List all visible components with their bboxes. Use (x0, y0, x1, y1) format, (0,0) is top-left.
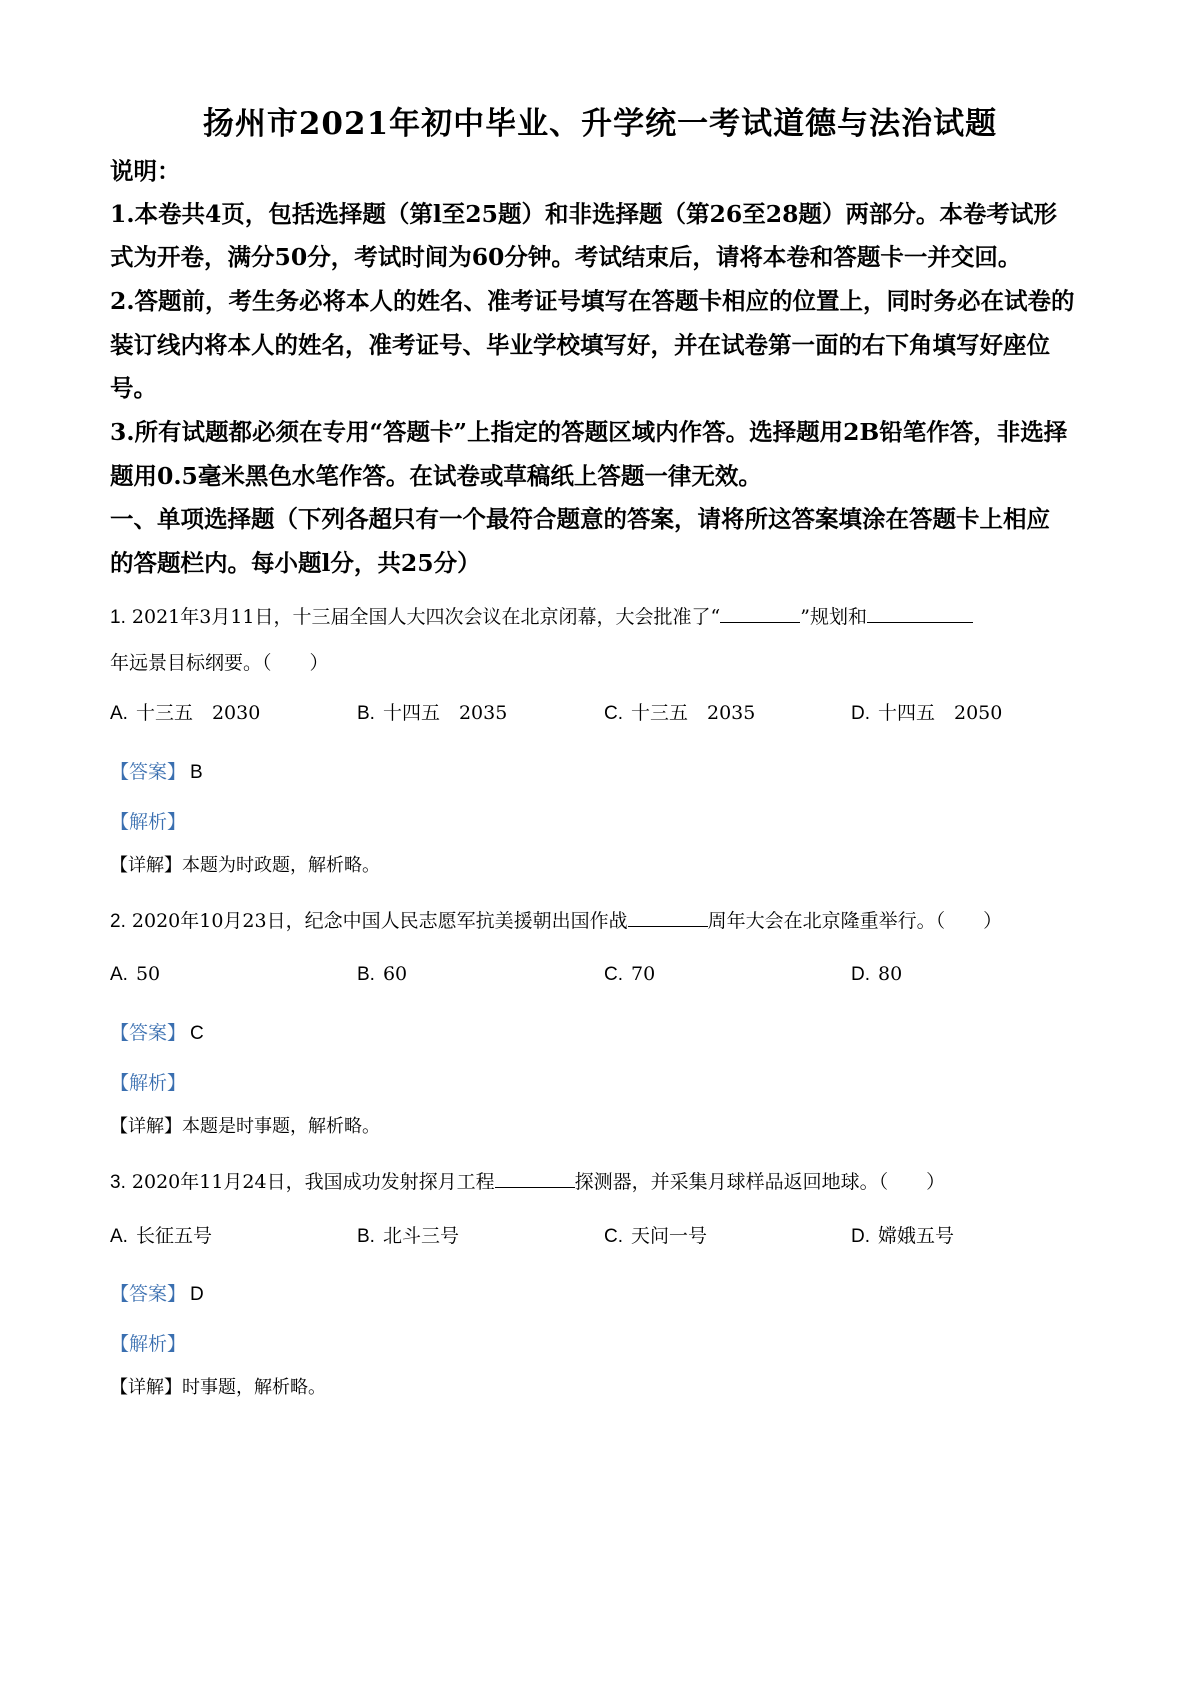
question-number: 3. (110, 1172, 126, 1193)
option-text: 十四五 2050 (878, 702, 1003, 724)
question-number: 2. (110, 911, 126, 932)
option-text: 十三五 2030 (135, 702, 261, 724)
detail-line: 【详解】本题为时政题，解析略。 (110, 855, 380, 876)
option-text: 北斗三号 (382, 1225, 459, 1247)
option-b (357, 1227, 459, 1246)
option-text: 长征五号 (135, 1225, 212, 1247)
option-a (110, 704, 260, 723)
question-text: ”规划和 (800, 606, 867, 628)
question-stem (110, 908, 1100, 931)
question-text: 周年大会在北京隆重举行。（ ） (707, 910, 1003, 932)
analysis-line (110, 813, 186, 832)
instruction-line: 1.本卷共4页，包括选择题（第l至25题）和非选择题（第26至28题）两部分。本卷考试形 (110, 200, 1057, 228)
instruction-line: 题用0.5毫米黑色水笔作答。在试卷或草稿纸上答题一律无效。 (110, 462, 762, 490)
analysis-tag: 【解析】 (110, 1333, 187, 1355)
option-text: 70 (631, 963, 656, 985)
answer-line (110, 763, 203, 782)
question-text: 探测器，并采集月球样品返回地球。（ ） (574, 1171, 946, 1193)
answer-value: C (190, 1023, 204, 1044)
option-text: 60 (382, 963, 408, 985)
option-letter: D. (851, 964, 870, 985)
question-text: 2020年10月23日，纪念中国人民志愿军抗美援朝出国作战 (131, 910, 628, 932)
option-letter: A. (110, 1226, 128, 1247)
answer-line (110, 1024, 204, 1043)
option-text: 十四五 2035 (382, 702, 508, 724)
option-letter: C. (604, 703, 623, 724)
question-stem (110, 1169, 1100, 1192)
option-text: 天问一号 (631, 1225, 708, 1247)
analysis-line (110, 1074, 186, 1093)
answer-tag: 【答案】 (110, 761, 187, 783)
detail-line: 【详解】时事题，解析略。 (110, 1377, 326, 1398)
option-a (110, 965, 160, 984)
answer-value: D (190, 1284, 204, 1305)
instruction-line: 2.答题前，考生务必将本人的姓名、准考证号填写在答题卡相应的位置上，同时务必在试卷的 (110, 287, 1075, 315)
section-heading: 的答题栏内。每小题l分，共25分） (110, 549, 481, 577)
answer-blank (495, 1169, 575, 1188)
option-letter: B. (357, 964, 375, 985)
question-text: 2021年3月11日，十三届全国人大四次会议在北京闭幕，大会批准了“ (131, 606, 721, 628)
option-letter: B. (357, 703, 375, 724)
option-text: 50 (135, 963, 161, 985)
detail-line: 【详解】本题是时事题，解析略。 (110, 1116, 380, 1137)
question-number: 1. (110, 607, 126, 628)
answer-blank (867, 604, 973, 623)
analysis-tag: 【解析】 (110, 1072, 187, 1094)
option-letter: B. (357, 1226, 375, 1247)
option-d (851, 704, 1002, 723)
option-letter: D. (851, 703, 870, 724)
instruction-line: 3.所有试题都必须在专用“答题卡”上指定的答题区域内作答。选择题用2B铅笔作答，非选择 (110, 418, 1068, 446)
answer-line (110, 1285, 204, 1304)
option-text: 十三五 2035 (631, 702, 756, 724)
option-c (604, 1227, 707, 1246)
question-stem-cont: 年远景目标纲要。（ ） (110, 652, 329, 674)
instructions-heading: 说明： (110, 157, 181, 185)
option-c (604, 704, 755, 723)
option-d (851, 965, 902, 984)
option-d (851, 1227, 954, 1246)
answer-blank (720, 604, 800, 623)
option-letter: C. (604, 1226, 623, 1247)
question-stem (110, 604, 1100, 627)
analysis-tag: 【解析】 (110, 811, 187, 833)
option-text: 嫦娥五号 (878, 1225, 955, 1247)
option-letter: C. (604, 964, 623, 985)
question-text: 2020年11月24日，我国成功发射探月工程 (131, 1171, 495, 1193)
answer-blank (628, 908, 708, 927)
section-heading: 一、单项选择题（下列各超只有一个最符合题意的答案，请将所这答案填涂在答题卡上相应 (110, 505, 1050, 533)
option-letter: A. (110, 703, 128, 724)
option-a (110, 1227, 212, 1246)
answer-value: B (190, 762, 203, 783)
option-b (357, 704, 507, 723)
option-text: 80 (878, 963, 903, 985)
answer-tag: 【答案】 (110, 1022, 187, 1044)
analysis-line (110, 1335, 186, 1354)
instruction-line: 号。 (110, 374, 157, 402)
instruction-line: 装订线内将本人的姓名，准考证号、毕业学校填写好，并在试卷第一面的右下角填写好座位 (110, 331, 1050, 359)
option-letter: A. (110, 964, 128, 985)
option-letter: D. (851, 1226, 870, 1247)
page-title: 扬州市2021年初中毕业、升学统一考试道德与法治试题 (202, 106, 998, 142)
option-b (357, 965, 407, 984)
answer-tag: 【答案】 (110, 1283, 187, 1305)
instruction-line: 式为开卷，满分50分，考试时间为60分钟。考试结束后，请将本卷和答题卡一并交回。 (110, 243, 1022, 271)
option-c (604, 965, 655, 984)
